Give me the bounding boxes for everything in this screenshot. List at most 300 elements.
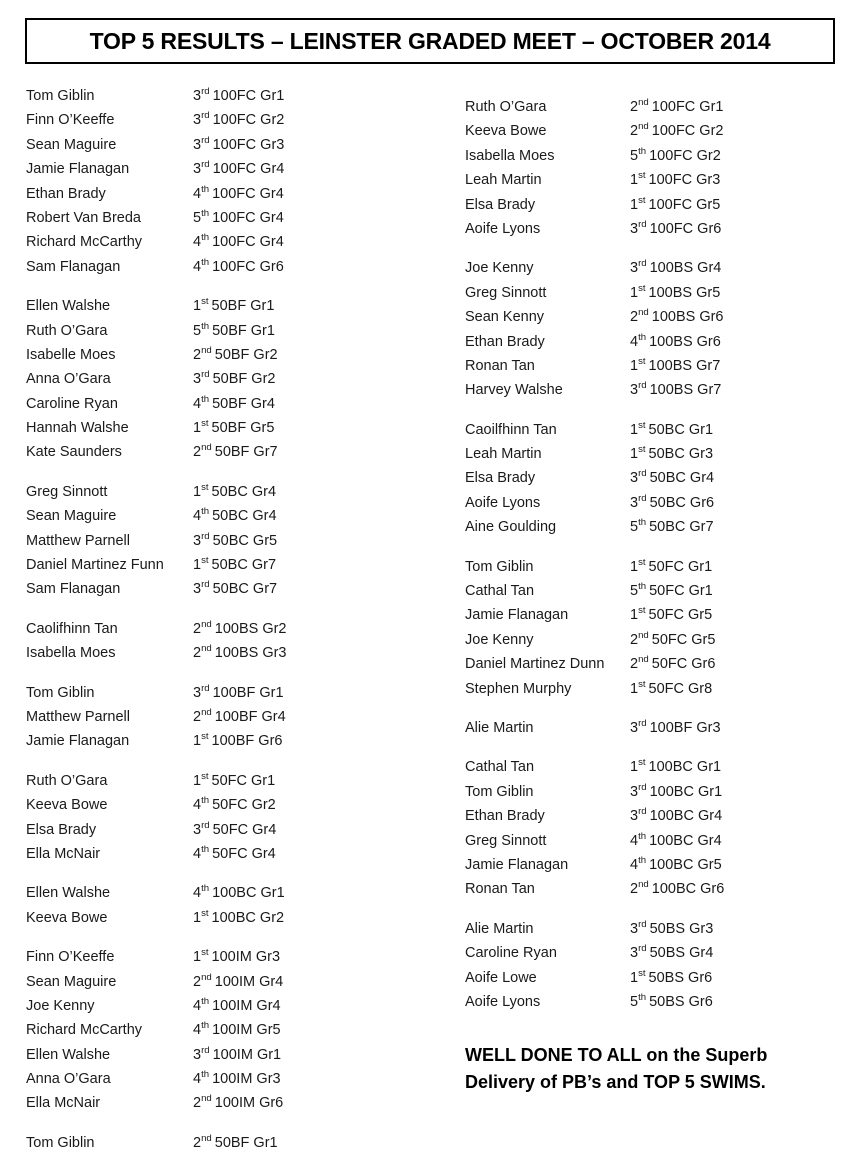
result-placing [630,466,714,490]
swimmer-name: Tom Giblin [465,783,534,800]
event-label: 50BC Gr4 [649,470,715,487]
place-suffix: th [201,393,210,405]
event-label: 100BC Gr6 [651,881,725,898]
event-label: 50BC Gr5 [212,532,278,549]
event-label: 50BC Gr3 [648,446,714,463]
event-label: 50BS Gr4 [649,945,714,962]
place-suffix: rd [638,380,647,392]
result-row [465,418,845,442]
result-row [26,1091,426,1115]
result-row [26,1131,426,1155]
result-placing [630,144,721,168]
event-label: 100BF Gr3 [649,719,721,736]
place-number: 5th [193,320,210,339]
place-number: 2nd [630,654,649,673]
result-placing [193,133,284,157]
result-row [26,1043,426,1067]
place-number: 2nd [193,345,212,363]
place-suffix: st [201,907,209,919]
result-row [26,641,426,665]
swimmer-name: Jamie Flanagan [465,607,569,624]
place-number: 1st [630,282,646,301]
place-number: 4th [193,1069,210,1088]
result-row [26,705,426,729]
event-label: 100BS Gr7 [649,382,722,399]
swimmer-name: Ellen Walshe [26,885,111,902]
results-column-left [26,84,426,1155]
result-row [26,729,426,753]
result-placing [193,881,285,905]
place-number: 1st [630,170,646,189]
result-placing [193,1131,278,1155]
swimmer-name: Greg Sinnott [465,284,547,301]
event-label: 50FC Gr5 [648,607,713,624]
result-group [465,555,845,701]
result-row [26,906,426,930]
place-number: 2nd [193,442,212,461]
place-number: 2nd [630,629,649,648]
result-placing [193,842,276,866]
event-label: 50BF Gr7 [214,444,278,461]
result-row [465,515,845,539]
event-label: 50FC Gr1 [649,583,713,600]
swimmer-name: Aoife Lyons [465,494,541,511]
result-group [26,769,426,867]
result-row [465,603,845,627]
place-suffix: st [638,419,646,431]
place-suffix: nd [201,643,212,655]
event-label: 100FC Gr2 [212,112,285,129]
swimmer-name: Joe Kenny [465,631,534,648]
swimmer-name: Jamie Flanagan [465,856,569,873]
place-number: 1st [193,296,209,315]
place-suffix: th [638,581,647,593]
event-label: 100BS Gr3 [214,645,287,662]
result-placing [193,970,283,994]
place-number: 1st [193,482,209,500]
swimmer-name: Finn O’Keeffe [26,949,115,966]
swimmer-name: Ronan Tan [465,357,535,374]
place-number: 2nd [193,707,212,725]
swimmer-name: Elsa Brady [465,196,536,213]
result-placing [630,917,713,941]
place-number: 3rd [630,781,647,800]
place-suffix: nd [201,1133,212,1145]
event-label: 100FC Gr3 [212,136,285,153]
result-row [465,354,845,378]
result-placing [630,555,712,579]
place-suffix: nd [638,97,649,109]
result-placing [630,95,723,119]
result-group [26,480,426,602]
event-label: 50FC Gr2 [212,797,276,814]
event-label: 50FC Gr4 [212,821,277,838]
place-suffix: st [201,296,209,308]
place-suffix: nd [201,618,212,630]
result-placing [193,818,276,842]
result-row [26,133,426,157]
result-row [465,217,845,241]
place-number: 3rd [630,493,647,511]
event-label: 50FC Gr4 [212,845,276,862]
place-suffix: th [638,517,647,529]
place-number: 3rd [630,468,647,487]
result-row [465,877,845,901]
result-placing [193,367,275,391]
result-placing [193,617,287,641]
page-title: TOP 5 RESULTS – LEINSTER GRADED MEET – OCTOBER 2014 [89,27,771,54]
place-number: 4th [193,506,210,525]
swimmer-name: Caroline Ryan [465,945,557,962]
result-row [26,818,426,842]
result-row [26,319,426,343]
place-number: 3rd [630,380,647,399]
place-number: 3rd [193,86,210,104]
swimmer-name: Joe Kenny [465,260,534,277]
place-suffix: rd [201,579,210,591]
result-placing [193,945,280,969]
result-placing [193,440,278,464]
place-suffix: rd [201,369,210,381]
event-label: 100BS Gr4 [649,260,722,277]
result-row [465,966,845,990]
event-label: 50BF Gr1 [214,1134,278,1151]
result-row [465,466,845,490]
swimmer-name: Ella McNair [26,1095,101,1112]
place-number: 5th [193,208,210,226]
place-number: 3rd [630,718,647,736]
place-number: 1st [193,907,209,926]
event-label: 100BC Gr2 [211,909,285,926]
place-number: 3rd [193,682,210,701]
swimmer-name: Sean Maguire [26,508,117,525]
place-suffix: th [201,883,210,895]
swimmer-name: Kate Saunders [26,444,122,461]
place-number: 3rd [630,943,647,962]
result-row [465,119,845,143]
place-suffix: st [638,967,646,979]
place-suffix: th [638,830,647,842]
place-suffix: rd [201,682,210,694]
event-label: 100BS Gr7 [648,357,721,374]
result-row [465,804,845,828]
place-suffix: rd [638,943,647,955]
swimmer-name: Elsa Brady [465,470,536,487]
place-number: 4th [193,844,210,862]
place-suffix: rd [201,159,210,171]
result-placing [630,804,722,828]
result-row [26,529,426,553]
result-row [26,108,426,132]
result-row [465,378,845,402]
swimmer-name: Anna O’Gara [26,1071,111,1088]
event-label: 100IM Gr4 [212,997,281,1014]
place-suffix: th [201,795,210,807]
place-suffix: rd [638,806,647,818]
swimmer-name: Ellen Walshe [26,298,111,315]
place-number: 1st [193,731,209,750]
result-row [26,617,426,641]
place-number: 2nd [193,1133,212,1151]
result-row [26,769,426,793]
place-suffix: th [201,256,210,268]
swimmer-name: Matthew Parnell [26,708,130,725]
place-suffix: st [638,170,646,182]
result-placing [630,491,714,515]
result-placing [193,553,276,577]
result-placing [193,504,277,528]
place-number: 1st [193,555,209,574]
place-number: 3rd [630,918,647,937]
place-number: 1st [630,194,646,213]
place-number: 2nd [630,879,649,898]
event-label: 100FC Gr3 [648,172,721,189]
place-number: 4th [193,883,210,902]
event-label: 100FC Gr6 [649,220,722,237]
result-row [465,829,845,853]
place-suffix: nd [201,345,212,357]
swimmer-name: Caoilfhinn Tan [465,421,557,438]
result-placing [193,641,287,665]
place-number: 5th [630,145,647,164]
result-group [26,945,426,1116]
result-placing [630,442,713,466]
place-number: 3rd [193,819,210,838]
swimmer-name: Tom Giblin [26,1134,95,1151]
event-label: 100BC Gr1 [649,783,723,800]
place-suffix: st [201,731,209,743]
result-placing [630,603,712,627]
swimmer-name: Greg Sinnott [26,483,108,500]
swimmer-name: Daniel Martinez Dunn [465,656,605,673]
event-label: 100BC Gr4 [649,832,722,849]
result-placing [630,354,720,378]
result-placing [193,294,274,318]
result-placing [193,577,277,601]
place-number: 4th [193,795,210,814]
event-label: 50BC Gr4 [211,483,277,500]
place-suffix: st [201,947,209,959]
result-group [465,755,845,901]
event-label: 100FC Gr4 [212,185,284,202]
swimmer-name: Jamie Flanagan [26,733,130,750]
result-placing [193,994,281,1018]
place-suffix: nd [638,629,649,641]
swimmer-name: Keeva Bowe [26,909,108,926]
result-placing [630,966,712,990]
event-label: 100BS Gr6 [651,309,724,326]
result-group [26,294,426,465]
event-label: 100FC Gr2 [649,147,721,164]
place-number: 4th [193,393,210,412]
result-placing [630,119,723,143]
place-suffix: th [638,992,647,1004]
result-placing [630,677,712,701]
result-placing [630,853,722,877]
result-row [26,255,426,279]
swimmer-name: Keeva Bowe [26,797,108,814]
event-label: 100FC Gr4 [212,209,284,226]
place-number: 1st [630,356,646,374]
result-placing [193,1043,281,1067]
result-row [465,652,845,676]
result-group [26,681,426,754]
place-number: 1st [630,678,646,697]
result-placing [193,906,284,930]
place-suffix: nd [638,654,649,666]
swimmer-name: Greg Sinnott [465,832,547,849]
event-label: 100IM Gr6 [214,1095,284,1112]
place-number: 3rd [193,530,210,549]
result-placing [193,108,284,132]
swimmer-name: Tom Giblin [465,558,534,575]
result-group [26,84,426,279]
swimmer-name: Ethan Brady [26,185,106,202]
place-number: 3rd [630,219,647,237]
event-label: 100FC Gr4 [212,234,284,251]
event-label: 50BF Gr1 [211,298,275,315]
swimmer-name: Richard McCarthy [26,234,143,251]
place-number: 2nd [193,643,212,662]
event-label: 50FC Gr1 [211,772,276,789]
swimmer-name: Harvey Walshe [465,382,563,399]
place-suffix: st [638,678,646,690]
swimmer-name: Caolifhinn Tan [26,620,118,637]
place-suffix: st [201,555,209,567]
place-number: 4th [193,1020,210,1039]
result-placing [193,157,284,181]
place-suffix: st [201,418,209,430]
swimmer-name: Alie Martin [465,719,534,736]
swimmer-name: Ruth O’Gara [26,772,108,789]
result-placing [630,168,720,192]
place-suffix: st [638,194,646,206]
result-row [465,990,845,1014]
result-placing [630,193,720,217]
event-label: 100FC Gr4 [212,161,285,178]
result-row [26,480,426,504]
swimmer-name: Leah Martin [465,172,542,189]
event-label: 100BC Gr4 [649,808,723,825]
result-row [465,917,845,941]
result-placing [630,281,720,305]
result-placing [193,392,275,416]
swimmer-name: Ronan Tan [465,881,535,898]
place-number: 1st [630,419,646,438]
place-suffix: th [201,1020,210,1032]
swimmer-name: Anna O’Gara [26,371,111,388]
event-label: 100BS Gr5 [648,284,721,301]
event-label: 50BC Gr7 [212,581,278,598]
place-suffix: th [638,331,647,343]
result-row [26,294,426,318]
result-row [26,945,426,969]
place-number: 1st [193,947,209,966]
result-row [465,677,845,701]
swimmer-name: Tom Giblin [26,88,95,104]
results-column-right [465,95,845,1014]
place-number: 2nd [630,307,649,326]
event-label: 100BC Gr5 [649,856,722,873]
event-label: 50BS Gr6 [649,993,713,1010]
place-suffix: rd [201,86,210,98]
result-placing [630,716,721,740]
place-suffix: st [201,482,209,494]
result-placing [193,480,276,504]
place-suffix: st [201,770,209,782]
swimmer-name: Sean Maguire [26,973,117,990]
result-placing [193,255,284,279]
place-suffix: th [201,996,210,1008]
place-suffix: st [638,605,646,617]
place-number: 3rd [193,369,210,388]
place-number: 3rd [193,110,210,129]
result-placing [630,330,721,354]
event-label: 50BF Gr4 [212,395,275,412]
event-label: 50FC Gr5 [651,631,716,648]
result-placing [193,182,284,206]
result-placing [630,829,722,853]
place-suffix: th [201,320,210,332]
place-suffix: rd [201,530,210,542]
event-label: 100FC Gr6 [212,258,284,275]
result-placing [630,305,724,329]
event-label: 100BC Gr1 [212,885,285,902]
event-label: 100IM Gr3 [211,949,281,966]
result-placing [193,319,275,343]
place-number: 4th [630,855,647,873]
event-label: 50BS Gr3 [649,920,714,937]
result-placing [193,416,274,440]
result-row [26,440,426,464]
result-placing [630,755,721,779]
swimmer-name: Cathal Tan [465,583,535,600]
place-suffix: rd [201,1044,210,1056]
event-label: 100IM Gr1 [212,1046,282,1063]
place-number: 5th [630,517,647,536]
result-row [26,84,426,108]
event-label: 100BS Gr6 [649,333,721,350]
swimmer-name: Aine Goulding [465,519,557,536]
result-group [465,256,845,402]
place-suffix: st [638,556,646,568]
result-row [26,881,426,905]
place-suffix: nd [201,1093,212,1105]
event-label: 100FC Gr1 [212,88,285,104]
event-label: 50BC Gr6 [649,494,715,511]
swimmer-name: Elsa Brady [26,821,97,838]
result-placing [630,990,713,1014]
place-number: 4th [193,232,210,251]
place-number: 2nd [193,971,212,990]
place-number: 1st [630,605,646,624]
event-label: 50BS Gr6 [648,969,713,986]
place-suffix: rd [638,918,647,930]
swimmer-name: Finn O’Keeffe [26,112,115,129]
swimmer-name: Ellen Walshe [26,1046,111,1063]
place-number: 2nd [630,97,649,115]
result-placing [193,206,284,230]
place-suffix: rd [638,781,647,793]
result-row [26,367,426,391]
swimmer-name: Sam Flanagan [26,581,121,598]
result-row [26,504,426,528]
result-group [465,716,845,740]
place-suffix: th [201,1069,210,1081]
place-number: 1st [193,770,209,789]
result-placing [630,579,713,603]
place-suffix: rd [201,819,210,831]
